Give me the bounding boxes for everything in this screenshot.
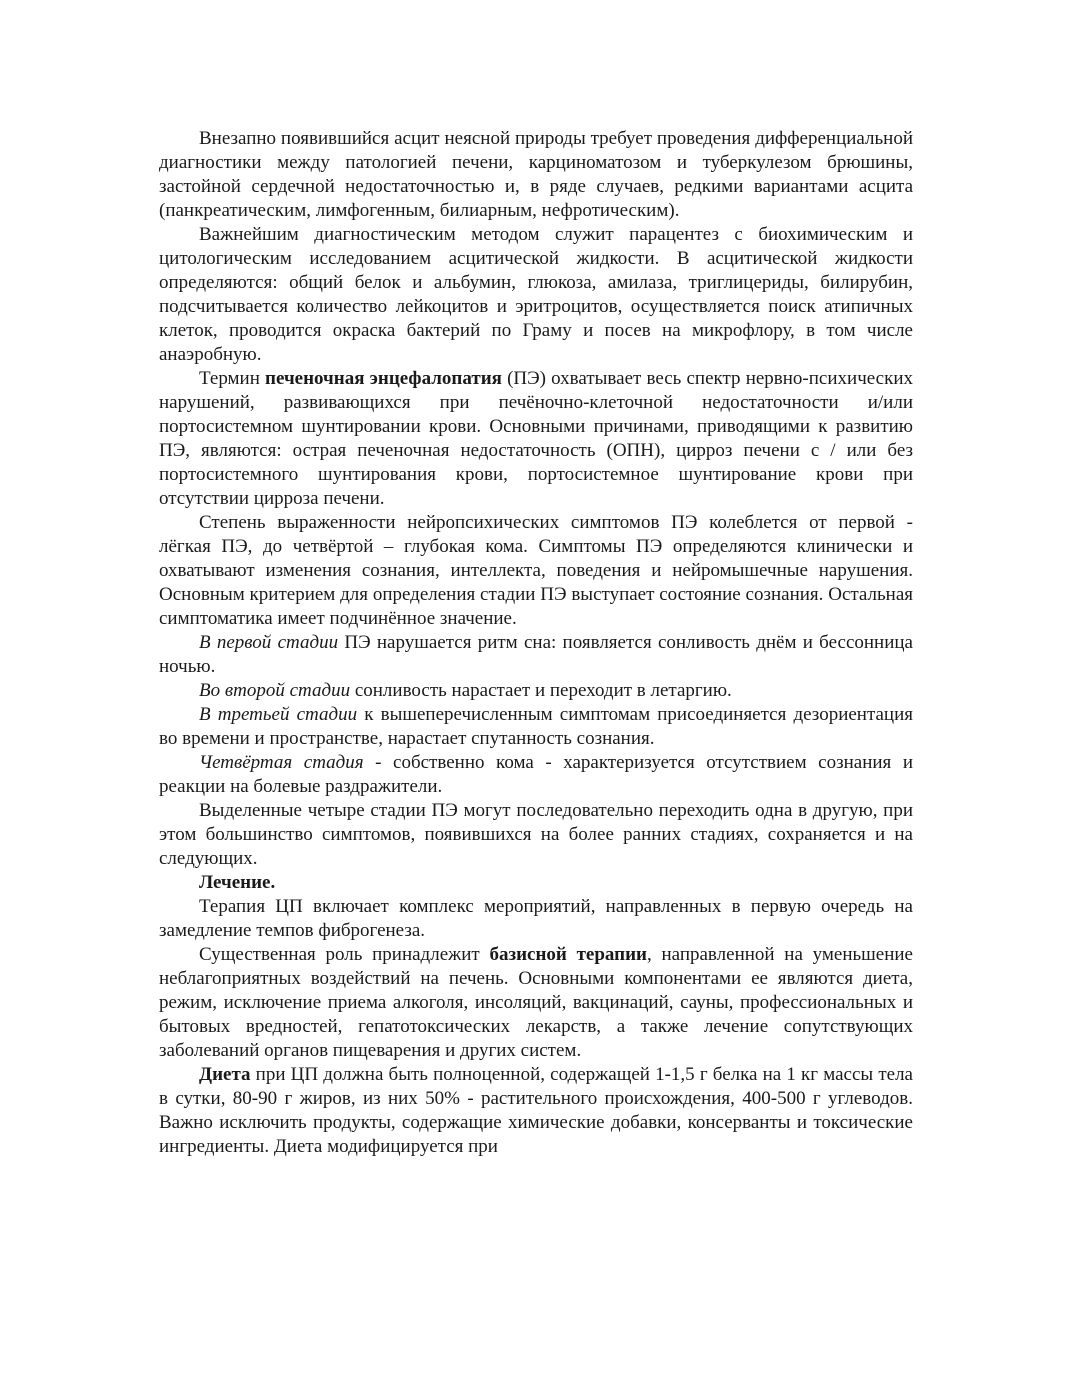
- text-run: Существенная роль принадлежит: [199, 944, 490, 965]
- stage-2-label: Во второй стадии: [199, 680, 351, 701]
- term-basic-therapy: базисной терапии: [489, 944, 648, 965]
- paragraph-stage-4: [159, 751, 913, 799]
- term-hepatic-encephalopathy: печеночная энцефалопатия: [265, 368, 502, 389]
- paragraph-stage-2: [159, 679, 913, 703]
- paragraph-encephalopathy-definition: [159, 367, 913, 511]
- text-run: , направленной на уменьшение неблагоприятных воздействий на печень. Основными компонентами ее являются диета, режим, исключение приема алкоголя, инсоляций, вакцинаций, сауны, профессиональных и бытовых вредностей, гепатотоксических лекарств, а также лечение сопутствующих заболеваний органов пищеварения и других систем.: [159, 944, 913, 1061]
- paragraph-severity: Степень выраженности нейропсихических симптомов ПЭ колеблется от первой - лёгкая ПЭ, до четвёртой – глубокая кома. Симптомы ПЭ определяются клинически и охватывают изменения сознания, интеллекта, поведения и нейромышечные нарушения. Основным критерием для определения стадии ПЭ выступает состояние сознания. Остальная симптоматика имеет подчинённое значение.: [159, 512, 913, 629]
- text-run: при ЦП должна быть полноценной, содержащей 1-1,5 г белка на 1 кг массы тела в сутки, 80-90 г жиров, из них 50% - растительного происхождения, 400-500 г углеводов. Важно исключить продукты, содержащие химические добавки, консерванты и токсические ингредиенты. Диета модифицируется при: [159, 1064, 913, 1157]
- term-diet: Диета: [199, 1064, 251, 1085]
- text-run: к вышеперечисленным симптомам присоединяется дезориентация во времени и пространстве, нарастает спутанность сознания.: [159, 704, 914, 749]
- paragraph-stage-progression: Выделенные четыре стадии ПЭ могут последовательно переходить одна в другую, при этом большинство симптомов, появившихся на более ранних стадиях, сохраняется и на следующих.: [159, 800, 913, 869]
- document-page: [159, 127, 913, 1159]
- text-run: сонливость нарастает и переходит в летаргию.: [350, 680, 732, 701]
- paragraph-diet: [159, 1063, 913, 1159]
- text-run: (ПЭ) охватывает весь спектр нервно-психических нарушений, развивающихся при печёночно-клеточной недостаточности и/или портосистемном шунтировании крови. Основными причинами, приводящими к развитию ПЭ, являются: острая печеночная недостаточность (ОПН), цирроз печени с / или без портосистемного шунтирования крови, портосистемное шунтирование крови при отсутствии цирроза печени.: [159, 368, 913, 509]
- text-run: - собственно кома - характеризуется отсутствием сознания и реакции на болевые раздражители.: [159, 752, 913, 797]
- section-heading-treatment: [159, 871, 913, 895]
- heading-text: Лечение.: [199, 872, 276, 893]
- text-run: ПЭ нарушается ритм сна: появляется сонливость днём и бессонница ночью.: [159, 632, 913, 677]
- paragraph-ascites-differential: Внезапно появившийся асцит неясной природы требует проведения дифференциальной диагностики между патологией печени, карциноматозом и туберкулезом брюшины, застойной сердечной недостаточностью и, в ряде случаев, редкими вариантами асцита (панкреатическим, лимфогенным, билиарным, нефротическим).: [159, 128, 913, 221]
- stage-4-label: Четвёртая стадия: [199, 752, 364, 773]
- text-run: Термин: [199, 368, 266, 389]
- paragraph-therapy: Терапия ЦП включает комплекс мероприятий, направленных в первую очередь на замедление темпов фиброгенеза.: [159, 896, 913, 941]
- stage-1-label: В первой стадии: [199, 632, 339, 653]
- paragraph-stage-1: [159, 631, 913, 679]
- paragraph-paracentesis: Важнейшим диагностическим методом служит парацентез с биохимическим и цитологическим исследованием асцитической жидкости. В асцитической жидкости определяются: общий белок и альбумин, глюкоза, амилаза, триглицериды, билирубин, подсчитывается количество лейкоцитов и эритроцитов, осуществляется поиск атипичных клеток, проводится окраска бактерий по Граму и посев на микрофлору, в том числе анаэробную.: [159, 224, 913, 365]
- paragraph-stage-3: [159, 703, 913, 751]
- stage-3-label: В третьей стадии: [199, 704, 358, 725]
- paragraph-basic-therapy: [159, 943, 913, 1063]
